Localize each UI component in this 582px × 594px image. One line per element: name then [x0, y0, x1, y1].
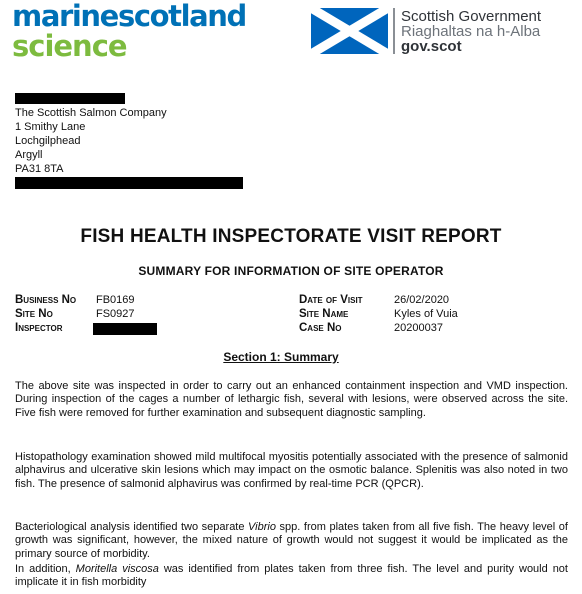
scottish-government-logo	[311, 8, 541, 54]
redacted-email	[15, 177, 243, 189]
gov-name-english: Scottish Government	[401, 8, 542, 25]
gov-name-gaelic: Riaghaltas na h-Alba	[401, 23, 541, 40]
site-no-row	[15, 307, 135, 321]
business-no-value: FB0169	[96, 294, 135, 306]
date-of-visit-label: Date of Visit	[299, 294, 363, 306]
site-name-value: Kyles of Vuia	[394, 308, 458, 320]
date-of-visit-value: 26/02/2020	[394, 294, 450, 306]
case-no-value: 20200037	[394, 322, 443, 334]
gov-website: gov.scot	[401, 38, 462, 55]
summary-paragraph-inspection: The above site was inspected in order to carry out an enhanced containment inspection and VMD inspection. During inspection of the cages a number of lethargic fish, several with lesions, were observed across the site. Five fish were removed for further examination and subsequent diagnostic sampling.	[15, 380, 568, 419]
address-line: Lochgilphead	[15, 135, 81, 147]
summary-paragraph-histopathology: Histopathology examination showed mild multifocal myositis potentially associated with the presence of salmonid alphavirus and ulcerative skin lesions which may impact on the osmotic balance. Splenitis was also noted in two fish. The presence of salmonid alphavirus was confirmed by real-time PCR (QPCR).	[15, 451, 568, 490]
redacted-inspector-name	[93, 323, 157, 335]
moritella-text-start: In addition,	[15, 563, 76, 575]
site-no-value: FS0927	[96, 308, 135, 320]
vibrio-italic: Vibrio	[248, 521, 276, 533]
summary-paragraph-moritella	[15, 563, 568, 590]
summary-paragraph-bacteriology	[15, 521, 568, 561]
case-no-label: Case No	[299, 322, 342, 334]
logo-divider	[393, 8, 395, 54]
redacted-recipient-name	[15, 93, 125, 104]
logo-word-science: science	[12, 29, 127, 63]
site-name-row	[299, 307, 458, 321]
address-line: The Scottish Salmon Company	[15, 107, 167, 119]
saltire-flag-icon	[311, 8, 388, 54]
report-subtitle: SUMMARY FOR INFORMATION OF SITE OPERATOR	[138, 264, 444, 278]
business-no-row	[15, 293, 135, 307]
bacteriology-text-end: spp. from plates taken from all five fish. The heavy level of growth was significant, however, the mixed nature of growth would not suggest it would be implicated as the primary source of morbidity.	[15, 521, 568, 560]
case-no-row	[299, 321, 458, 335]
marine-scotland-science-logo	[12, 2, 246, 61]
site-name-label: Site Name	[299, 308, 349, 320]
inspector-label: Inspector	[15, 322, 63, 334]
section-1-heading: Section 1: Summary	[223, 350, 339, 364]
address-line: PA31 8TA	[15, 163, 64, 175]
business-no-label: Business No	[15, 294, 77, 306]
moritella-text-end: was identified from plates taken from three fish. The level and purity would not implicate it in fish morbidity	[15, 563, 568, 589]
recipient-address	[15, 106, 167, 176]
bacteriology-text-start: Bacteriological analysis identified two separate	[15, 521, 249, 533]
address-line: Argyll	[15, 149, 43, 161]
report-title: FISH HEALTH INSPECTORATE VISIT REPORT	[80, 226, 502, 247]
moritella-italic: Moritella viscosa	[75, 563, 159, 575]
site-no-label: Site No	[15, 308, 53, 320]
logo-word-scotland: scotland	[117, 0, 246, 33]
address-line: 1 Smithy Lane	[15, 121, 86, 133]
logo-word-marine: marine	[12, 0, 118, 33]
details-right	[299, 293, 458, 335]
date-of-visit-row	[299, 293, 458, 307]
